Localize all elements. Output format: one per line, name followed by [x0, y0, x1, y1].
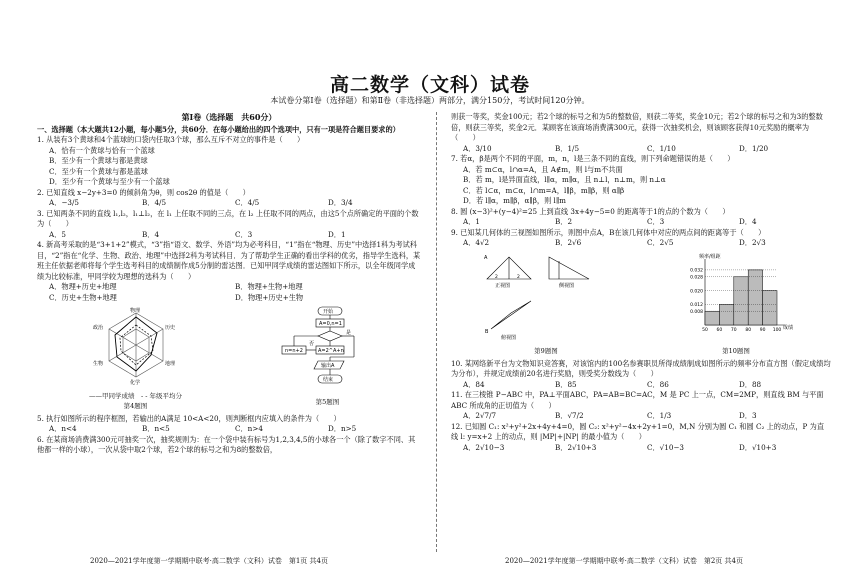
dimension-label: 2: [495, 274, 498, 280]
histogram-bar: [734, 276, 748, 324]
view-label: 正视图: [495, 282, 511, 289]
option: B．2√10+3: [555, 442, 597, 452]
y-tick-label: 0.032: [690, 268, 703, 274]
question-stem: 2. 已知直线 x−2y+3=0 的倾斜角为θ，则 cos2θ 的值是（ ）: [37, 187, 250, 197]
option: A．恰有一个黄球与恰有一个蓝球: [49, 145, 155, 155]
figure-caption: 第4题图: [123, 402, 148, 410]
y-tick-label: 0.020: [690, 288, 703, 294]
option: C．1/3: [647, 411, 672, 420]
question-stem: 1. 从装有3个黄球和4个蓝球的口袋内任取3个球，那么互斥不对立的事件是（ ）: [37, 135, 305, 144]
option: A．3/10: [463, 143, 492, 153]
option: C．4/5: [235, 198, 260, 207]
histogram-bar: [705, 311, 719, 325]
x-tick-label: 100: [772, 327, 782, 333]
option: C．2√5: [647, 238, 674, 247]
option: A．若 m⊂α，l∩α=A，且 A∉m，则 l与m不共面: [463, 164, 623, 174]
axis-label: 生物: [92, 361, 103, 367]
question-9: [451, 228, 831, 249]
option: D．√10+3: [739, 442, 777, 452]
question-stem: 10. 某网络新平台为文物知识竞答赛，对该馆内的100名参赛职员所得成绩制成如图所示的频率分布直方图（假定成绩均为分布），并规定成绩前20名进行奖励，则受奖分数线为（ ）: [451, 358, 831, 378]
radar-figure: [81, 305, 191, 412]
flow-step: 输出A: [320, 363, 334, 369]
question-8: [451, 207, 831, 228]
option: D．1: [328, 229, 346, 239]
axis-label: 政治: [92, 325, 103, 331]
question-3: [37, 209, 421, 241]
question-stem: 5. 执行如图所示的程序框图，若输出的A满足 10<A<20，则判断框内应填入的条件为（ ）: [37, 413, 341, 423]
option: B．4: [142, 229, 160, 239]
view-label: 俯视图: [501, 334, 517, 341]
option: A．84: [463, 379, 485, 389]
question-12: [451, 422, 831, 454]
question-6-stem: 6. 在某商场消费满300元可抽奖一次，抽奖规则为：在一个袋中装有标号为1,2,3,4,5的小球各一个（除了数字不同、其他都一样的小球），一次从袋中取2个球，若2个球的标号之和为8的整数倍，: [37, 434, 416, 454]
question-11: [451, 390, 831, 422]
question-stem: 7. 若α，β是两个不同的平面，m，n，l是三条不同的直线，则下列命题错误的是（ ）: [451, 154, 735, 163]
exam-subtitle: 本试卷分第Ⅰ卷（选择题）和第Ⅱ卷（非选择题）两部分，满分150分，考试时间120分钟。: [270, 96, 590, 105]
question-stem: 3. 已知两条不同的直线 l₁,l₂，l₁⊥l₂，在 l₁ 上任取不同的三点，在 l₂ 上任取不同的两点，由这5个点所确定的平面的个数为（ ）: [37, 208, 419, 228]
question-stem: 9. 已知某几何体的三视图如图所示，则图中点A，B在该几何体中对应的两点间的距离等于（ ）: [451, 227, 766, 237]
option: D．88: [739, 379, 762, 389]
figure-caption: 第5题图: [315, 397, 340, 406]
option: D．若 l∥α，m∥β，α∥β，则 l∥m: [463, 196, 566, 205]
question-2: [37, 188, 421, 209]
option: B．4/5: [142, 198, 167, 207]
option: C．3: [647, 217, 665, 226]
question-stem: 11. 在三棱锥 P−ABC 中，PA⊥平面ABC，PA=AB=BC=AC，M 是 PC 上一点，CM=2MP，则直线 BM 与平面 ABC 所成角的正切值为（ ）: [451, 390, 824, 410]
flow-step: A=0,n=1: [318, 321, 342, 327]
option: A．4√2: [463, 238, 490, 247]
option: C．至少有一个黄球与都是蓝球: [49, 166, 148, 176]
option: A．n<4: [49, 424, 77, 433]
question-stem: 8. 圆 (x−3)²+(y−4)²=25 上到直线 3x+4y−5=0 的距离等于1的点的个数为（ ）: [451, 206, 730, 216]
option: D．3/4: [328, 198, 353, 207]
option: B．若 m，l是异面直线，l∥α，m∥α，且 n⊥l，n⊥m，则 n⊥α: [463, 175, 666, 184]
page-footer: 2020—2021学年度第一学期期中联考·高二数学（文科）试卷 第1页 共4页: [90, 557, 328, 565]
axis-label: 物理: [129, 308, 140, 314]
right-column: [451, 112, 831, 453]
radar-legend: ——甲同学成绩 - - 年级平均分: [88, 391, 183, 400]
flow-step: 是: [345, 330, 351, 336]
option: A．2√7/7: [463, 411, 497, 420]
flow-step: 结束: [322, 377, 333, 383]
question-stem: 12. 已知圆 C₁: x²+y²+2x+4y+4=0，圆 C₂: x²+y²−4x+2y+1=0，M,N 分别为圆 C₁ 和圆 C₂ 上的动点，P 为直线 l: y=x+2 上的动点，则 |MP|+|NP| 的最小值为（ ）: [451, 421, 825, 441]
y-tick-label: 0.012: [690, 302, 703, 308]
flow-step: 否: [308, 341, 314, 347]
option: C．3: [235, 229, 253, 239]
axis-label: 化学: [129, 380, 140, 386]
page-footer: 2020—2021学年度第一学期期中联考·高二数学（文科）试卷 第2页 共4页: [505, 557, 743, 565]
option: D．至少有一个黄球与至少有一个蓝球: [49, 177, 170, 186]
x-tick-label: 50: [702, 327, 708, 333]
point-label: A: [484, 254, 488, 261]
question-4: [37, 240, 421, 303]
option: D．1/20: [739, 143, 769, 153]
option: C．1/10: [647, 143, 676, 153]
y-tick-label: 0.028: [690, 274, 703, 280]
instructions: 一、选择题（本大题共12小题，每小题5分，共60分．在每小题给出的四个选项中，只有一项是符合题目要求的）: [37, 124, 400, 134]
axis-label: 地理: [164, 361, 175, 367]
flow-step: n=n+2: [284, 348, 303, 354]
option: B．n<5: [142, 424, 170, 433]
option: A．2√10−3: [463, 442, 505, 452]
option: B．1/5: [555, 143, 580, 153]
left-column: [37, 112, 421, 456]
column-divider: [436, 112, 437, 552]
flow-step: 开始: [322, 309, 333, 315]
question-6-continued: 则获一等奖，奖金100元；若2个球的标号之和为5的整数倍，则获二等奖，奖金10元；若2个球的标号之和为3的整数倍，则获三等奖，奖金2元．某顾客在该商场消费满300元，获得一次抽奖机会，则该顾客获得10元奖励的概率为（ ）: [451, 112, 823, 142]
question-stem: 4. 新高考采取的是“3+1+2”模式，“3”指“语文、数学、外语”均为必考科目，“1”指在“物理、历史”中选择1科为考试科目，“2”指在“化学、生物、政治、地理”中选择2科为考试科目．为了帮助学生正确的看出学科的优劣，指导学生选科，某班主任依据老师将每个学生选考科目的成绩制作成5分制的雷达图．已知甲同学成绩的雷达图如下所示，以全年级同学成绩为比较标准，甲同学较为理想的选科为（ ）: [37, 240, 421, 281]
exam-title: 高二数学（文科）试卷: [329, 74, 530, 96]
option: B．至少有一个黄球与都是黄球: [49, 156, 148, 165]
histogram-bar: [748, 269, 762, 324]
question-1: [37, 135, 421, 188]
view-label: 侧视图: [559, 282, 575, 289]
option: A．−3/5: [49, 198, 79, 207]
x-tick-label: 80: [745, 327, 752, 333]
histogram-bar: [719, 304, 733, 325]
point-label: B: [485, 328, 489, 335]
flow-step: A=2^A+n: [317, 348, 344, 354]
option: B．85: [555, 379, 577, 389]
option: B．√7/2: [555, 411, 584, 420]
x-tick-label: 70: [730, 327, 737, 333]
x-tick-label: 90: [759, 327, 766, 333]
question-5: [37, 414, 421, 435]
option: A．1: [463, 217, 480, 226]
flowchart-figure: [278, 305, 378, 412]
option: B．2√6: [555, 238, 582, 247]
option: A．物理+历史+地理: [49, 282, 117, 291]
histogram-bar: [763, 290, 777, 324]
option: C．历史+生物+地理: [49, 292, 117, 302]
y-axis-label: 频率/组距: [699, 253, 721, 260]
figure-caption: 第10题图: [722, 347, 750, 355]
section-title: 第Ⅰ卷（选择题 共60分）: [181, 112, 277, 122]
question-10: [451, 359, 831, 391]
option: C．86: [647, 379, 669, 389]
option: C．√10−3: [647, 442, 685, 452]
option: D．4: [739, 217, 757, 226]
option: A．5: [49, 229, 66, 239]
option: B．物理+生物+地理: [235, 282, 303, 291]
x-axis-label: 成绩: [783, 324, 794, 331]
histogram-figure: [671, 251, 801, 357]
option: D．n>5: [328, 424, 357, 433]
figure-caption: 第9题图: [534, 347, 558, 355]
option: D．3: [739, 411, 757, 420]
axis-label: 历史: [164, 325, 175, 331]
histogram-chart: [671, 251, 801, 343]
option: D．物理+历史+生物: [235, 292, 304, 302]
option: B．2: [555, 217, 573, 226]
x-tick-label: 60: [716, 327, 723, 333]
dimension-label: 2: [517, 274, 520, 280]
question-7: [451, 154, 831, 207]
option: D．2√3: [739, 238, 766, 247]
option: C．若 l⊂α，m⊂α，l∩m=A，l∥β，m∥β，则 α∥β: [463, 185, 625, 195]
y-tick-label: 0.008: [690, 309, 703, 315]
option: C．n>4: [235, 424, 263, 433]
three-view-figure: [481, 251, 611, 357]
